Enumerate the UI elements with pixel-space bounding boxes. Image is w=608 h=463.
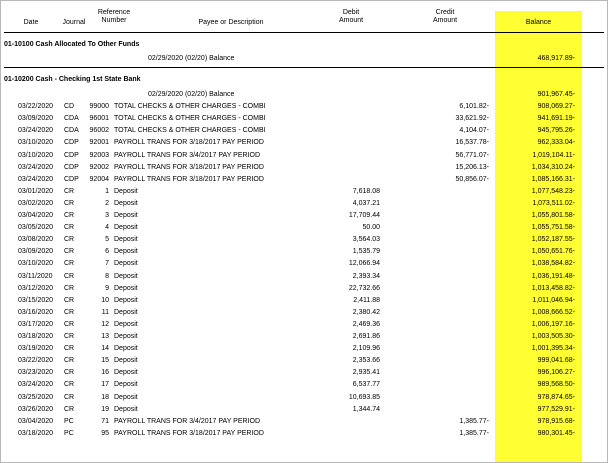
cell-ref: 12 (101, 320, 109, 328)
cell-desc: Deposit (114, 405, 138, 413)
cell-desc: PAYROLL TRANS FOR 3/4/2017 PAY PERIOD (114, 417, 261, 425)
cell-balance: 1,055,801.58- (531, 212, 575, 219)
table-row (1, 355, 607, 366)
cell-ref: 8 (105, 272, 109, 280)
cell-ref: 15 (101, 357, 109, 365)
cell-journal: CR (64, 248, 75, 256)
cell-date: 03/22/2020 (18, 103, 54, 111)
cell-balance: 1,006,197.16- (531, 320, 575, 328)
cell-date: 03/10/2020 (18, 151, 54, 159)
cell-date: 03/04/2020 (18, 417, 54, 425)
cell-desc: Deposit (114, 224, 138, 232)
table-row (1, 271, 607, 282)
header-journal: Journal (62, 19, 86, 26)
cell-balance: 945,795.26- (537, 127, 575, 135)
cell-journal: CDP (64, 175, 79, 183)
cell-desc: Deposit (114, 357, 138, 365)
table-row (1, 307, 607, 318)
cell-debit: 2,353.66 (352, 357, 380, 365)
cell-date: 03/10/2020 (18, 260, 54, 268)
cell-balance: 1,073,511.02- (532, 199, 575, 207)
cell-balance: 978,874.65- (537, 393, 575, 401)
cell-debit: 22,732.66 (348, 284, 380, 292)
cell-ref: 99000 (89, 103, 109, 111)
cell-ref: 11 (101, 308, 109, 316)
cell-credit: 4,104.07- (459, 127, 489, 135)
cell-ref: 92001 (89, 139, 109, 147)
cell-date: 03/11/2020 (18, 272, 53, 280)
cell-desc: 02/29/2020 (02/20) Balance (148, 55, 235, 62)
cell-date: 03/18/2020 (18, 333, 54, 340)
cell-desc: Deposit (114, 260, 138, 268)
table-row (1, 428, 607, 439)
cell-date: 03/16/2020 (18, 308, 54, 316)
cell-ref: 71 (101, 417, 109, 425)
cell-balance: 1,050,651.76- (531, 248, 575, 256)
cell-debit: 2,935.41 (352, 369, 380, 377)
header-debit-line1: Debit (342, 9, 360, 16)
cell-date: 03/05/2020 (18, 224, 54, 232)
cell-balance: 989,568.50- (537, 381, 575, 389)
cell-journal: CDP (64, 163, 79, 171)
cell-debit: 6,537.77 (352, 381, 380, 389)
cell-desc: Deposit (114, 308, 138, 316)
cell-ref: 9 (105, 284, 109, 292)
cell-credit: 6,101.82- (459, 103, 489, 111)
table-row (1, 416, 607, 427)
cell-balance: 1,008,666.52- (531, 308, 575, 316)
cell-journal: CR (64, 393, 75, 401)
cell-balance: 1,038,584.82- (531, 260, 575, 268)
cell-ref: 16 (101, 369, 109, 377)
cell-credit: 1,385.77- (459, 417, 489, 425)
cell-credit: 15,206.13- (455, 163, 489, 171)
cell-ref: 14 (101, 345, 109, 353)
cell-date: 03/09/2020 (18, 248, 54, 256)
cell-journal: CR (64, 381, 75, 389)
cell-date: 03/23/2020 (18, 369, 54, 377)
cell-desc: Deposit (114, 272, 138, 280)
cell-balance: 1,036,191.48- (531, 272, 575, 280)
cell-ref: 13 (101, 333, 109, 340)
table-row (1, 101, 607, 112)
table-row (1, 89, 607, 100)
table-row (1, 234, 607, 245)
cell-debit: 17,709.44 (348, 212, 380, 219)
cell-date: 03/18/2020 (18, 429, 54, 437)
table-row (1, 186, 607, 197)
header-reference-line2: Number (101, 17, 127, 24)
cell-journal: CR (64, 369, 75, 377)
cell-ref: 96002 (89, 127, 109, 135)
table-row (1, 150, 607, 161)
cell-debit: 50.00 (362, 224, 380, 232)
cell-balance: 1,003,505.30- (531, 333, 575, 340)
cell-ref: 6 (105, 248, 109, 256)
cell-journal: CR (64, 187, 75, 195)
table-row (1, 258, 607, 269)
cell-credit: 56,771.07- (455, 151, 489, 159)
cell-date: 03/25/2020 (18, 393, 54, 401)
cell-balance: 1,085,166.31- (531, 175, 575, 183)
table-row (1, 53, 607, 64)
cell-desc: PAYROLL TRANS FOR 3/18/2017 PAY PERIOD (114, 175, 264, 183)
cell-date: 03/12/2020 (18, 284, 54, 292)
cell-desc: Deposit (114, 345, 138, 353)
cell-journal: CR (64, 284, 75, 292)
cell-credit: 1,385.77- (459, 429, 489, 437)
table-row (1, 162, 607, 173)
cell-debit: 2,411.88 (353, 296, 380, 304)
table-row (1, 367, 607, 378)
header-date: Date (23, 19, 39, 26)
account-divider (4, 67, 604, 68)
cell-balance: 999,041.68- (537, 357, 575, 365)
cell-journal: CDP (64, 151, 79, 159)
cell-desc: PAYROLL TRANS FOR 3/18/2017 PAY PERIOD (114, 429, 264, 437)
cell-balance: 1,055,751.58- (531, 224, 575, 232)
table-row (1, 137, 607, 148)
cell-ref: 95 (101, 429, 109, 437)
cell-desc: Deposit (114, 333, 138, 340)
cell-date: 03/24/2020 (18, 163, 54, 171)
cell-desc: PAYROLL TRANS FOR 3/4/2017 PAY PERIOD (114, 151, 261, 159)
cell-journal: CR (64, 320, 75, 328)
cell-debit: 1,344.74 (352, 405, 380, 413)
cell-debit: 2,109.96 (352, 345, 380, 353)
cell-balance: 1,013,458.82- (531, 284, 575, 292)
header-payee: Payee or Description (198, 19, 264, 26)
cell-desc: PAYROLL TRANS FOR 3/18/2017 PAY PERIOD (114, 163, 264, 171)
cell-desc: 02/29/2020 (02/20) Balance (148, 91, 235, 98)
cell-balance: 1,034,310.24- (531, 163, 575, 171)
cell-date: 03/08/2020 (18, 236, 54, 244)
cell-ref: 92003 (89, 151, 109, 159)
cell-balance: 941,691.19- (537, 115, 575, 123)
cell-journal: PC (64, 417, 74, 425)
cell-desc: Deposit (114, 199, 138, 207)
cell-ref: 2 (105, 199, 109, 207)
cell-desc: Deposit (114, 187, 138, 195)
cell-date: 03/15/2020 (18, 296, 54, 304)
account-title: 01-10100 Cash Allocated To Other Funds (4, 41, 140, 48)
cell-desc: PAYROLL TRANS FOR 3/18/2017 PAY PERIOD (114, 139, 264, 147)
cell-journal: CR (64, 224, 75, 232)
cell-debit: 1,535.79 (352, 248, 380, 256)
table-row (1, 222, 607, 233)
cell-ref: 96001 (89, 115, 109, 123)
cell-balance: 1,052,187.55- (531, 236, 575, 244)
cell-balance: 996,106.27- (537, 369, 575, 377)
cell-date: 03/24/2020 (18, 175, 54, 183)
cell-journal: CD (64, 103, 75, 111)
table-row (1, 283, 607, 294)
table-row (1, 295, 607, 306)
cell-journal: CR (64, 296, 75, 304)
header-divider (4, 32, 604, 33)
cell-credit: 33,621.92- (455, 115, 489, 123)
cell-desc: Deposit (114, 284, 138, 292)
cell-balance: 1,019,104.11- (532, 151, 575, 159)
cell-desc: Deposit (114, 296, 138, 304)
cell-journal: CR (64, 199, 75, 207)
cell-desc: Deposit (114, 320, 138, 328)
cell-ref: 7 (105, 260, 109, 268)
cell-desc: Deposit (114, 212, 138, 219)
cell-balance: 980,301.45- (537, 429, 575, 437)
table-row (1, 210, 607, 221)
cell-debit: 2,691.86 (352, 333, 380, 340)
cell-journal: CR (64, 345, 75, 353)
cell-journal: CR (64, 357, 75, 365)
column-header (1, 1, 607, 33)
cell-date: 03/24/2020 (18, 381, 54, 389)
cell-ref: 10 (101, 296, 109, 304)
cell-balance: 1,077,548.23- (531, 187, 575, 195)
cell-date: 03/04/2020 (18, 212, 54, 219)
cell-ref: 4 (105, 224, 109, 232)
cell-balance: 901,967.45- (537, 91, 575, 98)
cell-journal: CR (64, 333, 75, 340)
table-row (1, 113, 607, 124)
cell-balance: 962,333.04- (537, 139, 575, 147)
cell-date: 03/19/2020 (18, 345, 54, 353)
cell-journal: CR (64, 212, 75, 219)
table-row (1, 246, 607, 257)
cell-debit: 2,469.36 (352, 320, 380, 328)
table-row (1, 392, 607, 403)
cell-desc: TOTAL CHECKS & OTHER CHARGES - COMBI (114, 115, 266, 123)
cell-desc: Deposit (114, 248, 138, 256)
cell-debit: 2,380.42 (352, 308, 380, 316)
header-debit-line2: Amount (338, 17, 364, 24)
cell-debit: 12,066.94 (348, 260, 380, 268)
header-balance: Balance (525, 19, 552, 26)
cell-desc: Deposit (114, 236, 138, 244)
cell-journal: CDP (64, 139, 79, 147)
account-title: 01-10200 Cash - Checking 1st State Bank (4, 76, 141, 83)
cell-journal: CDA (64, 115, 79, 123)
cell-ref: 19 (101, 405, 109, 413)
cell-ref: 3 (105, 212, 109, 219)
cell-journal: CR (64, 308, 75, 316)
cell-date: 03/10/2020 (18, 139, 54, 147)
cell-date: 03/09/2020 (18, 115, 54, 123)
cell-debit: 3,564.03 (352, 236, 380, 244)
cell-balance: 1,001,395.34- (531, 345, 575, 353)
header-credit-line1: Credit (435, 9, 455, 16)
cell-balance: 977,529.91- (537, 405, 575, 413)
cell-ref: 92004 (89, 175, 109, 183)
cell-balance: 978,915.68- (537, 417, 575, 425)
cell-date: 03/01/2020 (18, 187, 54, 195)
cell-ref: 18 (101, 393, 109, 401)
table-row (1, 343, 607, 354)
cell-balance: 1,011,046.94- (532, 296, 575, 304)
cell-desc: TOTAL CHECKS & OTHER CHARGES - COMBI (114, 103, 266, 111)
cell-date: 03/24/2020 (18, 127, 54, 135)
table-row (1, 319, 607, 330)
cell-credit: 50,856.07- (455, 175, 489, 183)
cell-desc: Deposit (114, 393, 138, 401)
cell-ref: 1 (105, 187, 109, 195)
header-reference-line1: Reference (97, 9, 131, 16)
cell-journal: PC (64, 429, 74, 437)
cell-ref: 17 (101, 381, 109, 389)
cell-journal: CR (64, 272, 75, 280)
cell-date: 03/02/2020 (18, 199, 54, 207)
cell-ref: 5 (105, 236, 109, 244)
cell-credit: 16,537.78- (455, 139, 489, 147)
cell-desc: Deposit (114, 369, 138, 377)
cell-ref: 92002 (89, 163, 109, 171)
cell-debit: 10,693.85 (348, 393, 380, 401)
cell-balance: 908,069.27- (537, 103, 575, 111)
cell-journal: CR (64, 405, 75, 413)
cell-date: 03/22/2020 (18, 357, 54, 365)
cell-date: 03/17/2020 (18, 320, 54, 328)
cell-debit: 7,618.08 (352, 187, 380, 195)
cell-debit: 2,393.34 (352, 272, 380, 280)
table-row (1, 198, 607, 209)
cell-journal: CDA (64, 127, 79, 135)
header-credit-line2: Amount (432, 17, 458, 24)
cell-journal: CR (64, 236, 75, 244)
cell-desc: Deposit (114, 381, 138, 389)
table-row (1, 379, 607, 390)
table-row (1, 331, 607, 342)
cell-date: 03/26/2020 (18, 405, 54, 413)
cell-journal: CR (64, 260, 75, 268)
cell-desc: TOTAL CHECKS & OTHER CHARGES - COMBI (114, 127, 266, 135)
table-row (1, 125, 607, 136)
cell-balance: 468,917.89- (537, 55, 575, 62)
table-row (1, 174, 607, 185)
cell-debit: 4,037.21 (352, 199, 380, 207)
table-row (1, 404, 607, 415)
